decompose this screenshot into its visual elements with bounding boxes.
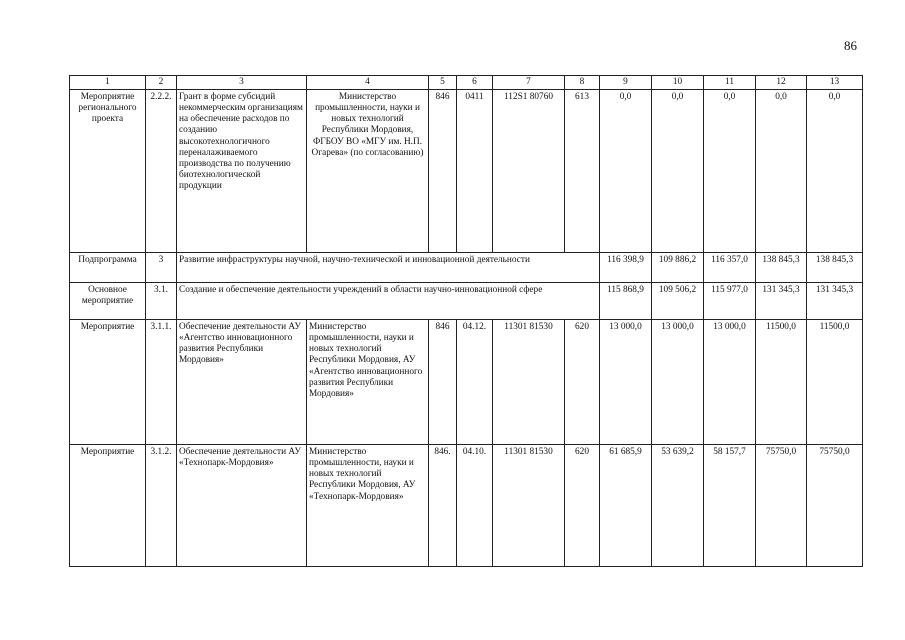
level-cell: Основное мероприятие	[70, 283, 146, 320]
rzpr-cell: 04.10.	[457, 445, 493, 567]
amount-cell: 0,0	[756, 90, 807, 253]
vr-cell: 620	[565, 445, 600, 567]
amount-cell: 13 000,0	[600, 320, 652, 445]
page-number: 86	[844, 38, 857, 53]
csr-cell: 112S1 80760	[493, 90, 565, 253]
amount-cell: 13 000,0	[704, 320, 756, 445]
amount-cell: 11500,0	[756, 320, 807, 445]
code-cell: 3.1.1.	[146, 320, 177, 445]
amount-cell: 0,0	[704, 90, 756, 253]
amount-cell: 109 506,2	[652, 283, 704, 320]
vr-cell: 613	[565, 90, 600, 253]
amount-cell: 138 845,3	[807, 253, 863, 283]
amount-cell: 58 157,7	[704, 445, 756, 567]
code-cell: 3	[146, 253, 177, 283]
column-header: 2	[146, 76, 177, 90]
amount-cell: 115 977,0	[704, 283, 756, 320]
grbs-cell: 846.	[429, 445, 457, 567]
column-header: 9	[600, 76, 652, 90]
amount-cell: 131 345,3	[807, 283, 863, 320]
column-header: 10	[652, 76, 704, 90]
amount-cell: 13 000,0	[652, 320, 704, 445]
executor-cell: Министерство промышленности, науки и новых технологий Республики Мордовия, АУ «Технопарк-Мордовия»	[307, 445, 429, 567]
column-header: 12	[756, 76, 807, 90]
amount-cell: 138 845,3	[756, 253, 807, 283]
amount-cell: 75750,0	[756, 445, 807, 567]
vr-cell: 620	[565, 320, 600, 445]
column-header: 6	[457, 76, 493, 90]
amount-cell: 53 639,2	[652, 445, 704, 567]
level-cell: Мероприятие регионального проекта	[70, 90, 146, 253]
csr-cell: 11301 81530	[493, 320, 565, 445]
amount-cell: 61 685,9	[600, 445, 652, 567]
column-numbers-row	[70, 76, 863, 90]
code-cell: 3.1.	[146, 283, 177, 320]
name-cell: Обеспечение деятельности АУ «Технопарк-Мордовия»	[177, 445, 307, 567]
executor-cell: Министерство промышленности, науки и новых технологий Республики Мордовия, ФГБОУ ВО «МГУ им. Н.П. Огарева» (по согласованию)	[307, 90, 429, 253]
amount-cell: 115 868,9	[600, 283, 652, 320]
amount-cell: 109 886,2	[652, 253, 704, 283]
table-row	[70, 90, 863, 253]
amount-cell: 75750,0	[807, 445, 863, 567]
name-cell: Грант в форме субсидий некоммерческим организациям на обеспечение расходов по созданию высокотехнологичного переналаживаемого производства по получению биотехнологической продукции	[177, 90, 307, 253]
amount-cell: 0,0	[652, 90, 704, 253]
column-header: 5	[429, 76, 457, 90]
amount-cell: 11500,0	[807, 320, 863, 445]
level-cell: Подпрограмма	[70, 253, 146, 283]
level-cell: Мероприятие	[70, 320, 146, 445]
table-row	[70, 283, 863, 320]
column-header: 4	[307, 76, 429, 90]
name-cell: Создание и обеспечение деятельности учреждений в области научно-инновационной сфере	[177, 283, 600, 320]
table-row	[70, 320, 863, 445]
csr-cell: 11301 81530	[493, 445, 565, 567]
amount-cell: 116 357,0	[704, 253, 756, 283]
column-header: 1	[70, 76, 146, 90]
column-header: 8	[565, 76, 600, 90]
column-header: 13	[807, 76, 863, 90]
amount-cell: 131 345,3	[756, 283, 807, 320]
code-cell: 2.2.2.	[146, 90, 177, 253]
grbs-cell: 846	[429, 320, 457, 445]
amount-cell: 0,0	[600, 90, 652, 253]
column-header: 3	[177, 76, 307, 90]
amount-cell: 116 398,9	[600, 253, 652, 283]
table-row	[70, 253, 863, 283]
column-header: 11	[704, 76, 756, 90]
amount-cell: 0,0	[807, 90, 863, 253]
rzpr-cell: 04.12.	[457, 320, 493, 445]
executor-cell: Министерство промышленности, науки и новых технологий Республики Мордовия, АУ «Агентство инновационного развития Республики Мордовия»	[307, 320, 429, 445]
column-header: 7	[493, 76, 565, 90]
table-row	[70, 445, 863, 567]
name-cell: Обеспечение деятельности АУ «Агентство инновационного развития Республики Мордовия»	[177, 320, 307, 445]
name-cell: Развитие инфраструктуры научной, научно-технической и инновационной деятельности	[177, 253, 600, 283]
code-cell: 3.1.2.	[146, 445, 177, 567]
grbs-cell: 846	[429, 90, 457, 253]
budget-table	[69, 75, 863, 567]
rzpr-cell: 0411	[457, 90, 493, 253]
level-cell: Мероприятие	[70, 445, 146, 567]
